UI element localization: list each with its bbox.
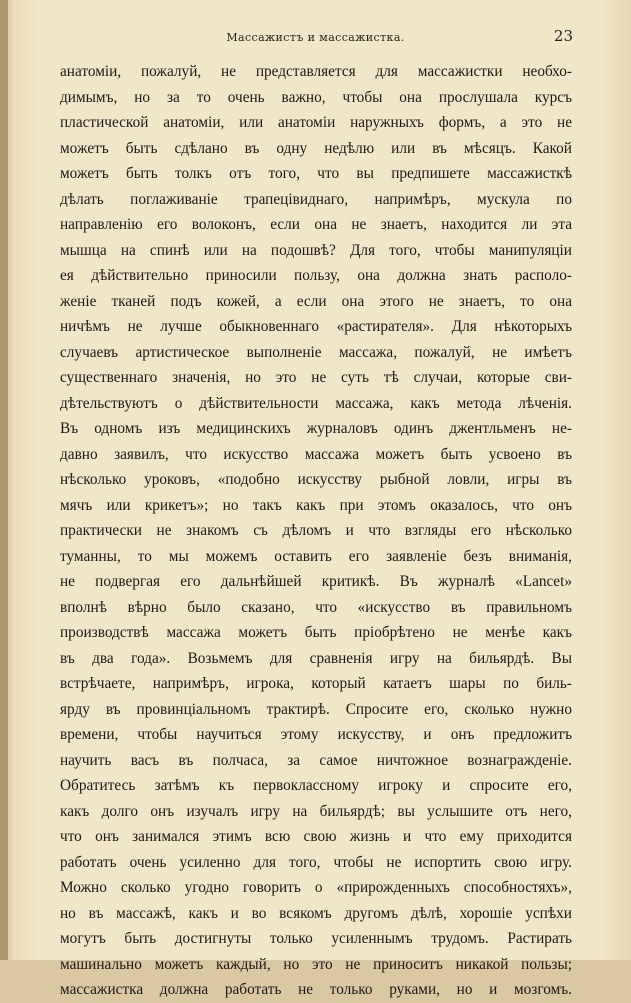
text-line: давно заявилъ, что искусство массажа можетъ быть усвоено въ (60, 445, 572, 463)
body-text (60, 59, 572, 1003)
page-binding-edge (0, 0, 8, 960)
text-line: димымъ, но за то очень важно, чтобы она прослушала курсъ (60, 88, 572, 106)
text-line: машинально можетъ каждый, но это не приноситъ никакой пользы; (60, 955, 572, 973)
text-line: времени, чтобы научиться этому искусству, и онъ предложитъ (60, 726, 572, 743)
text-line: случаевъ артистическое выполненіе массажа, пожалуй, не имѣетъ (60, 343, 572, 361)
text-line: встрѣчаете, напримѣръ, игрока, который катаетъ шары по биль- (60, 675, 572, 692)
text-line: ея дѣйствительно приносили пользу, она должна знать располо- (60, 267, 572, 284)
text-line: не подвергая его дальнѣйшей критикѣ. Въ журналѣ «Lancet» (60, 573, 572, 590)
text-line: анатоміи, пожалуй, не представляется для массажистки необхо- (60, 63, 572, 80)
text-line: нѣсколько уроковъ, «подобно искусству рыбной ловли, игры въ (60, 471, 572, 488)
text-line: Въ одномъ изъ медицинскихъ журналовъ одинъ джентльменъ не- (60, 420, 572, 437)
text-line: пластической анатоміи, или анатоміи наружныхъ формъ, а это не (60, 114, 572, 131)
text-line: направленію его волоконъ, если она не знаетъ, находится ли эта (60, 216, 572, 233)
text-line: мышца на спинѣ или на подошвѣ? Для того, чтобы манипуляціи (60, 241, 572, 259)
text-line: Можно сколько угодно говорить о «прирожденныхъ способностяхъ», (60, 879, 572, 896)
text-line: въ два года». Возьмемъ для сравненія игру на бильярдѣ. Вы (60, 649, 572, 667)
text-line: что онъ занимался этимъ всю свою жизнь и что ему приходится (60, 828, 572, 845)
page-header (58, 27, 573, 47)
text-line: дѣтельствуютъ о дѣйствительности массажа, какъ метода лѣченія. (60, 394, 572, 412)
text-line: дѣлать поглаживаніе трапецівиднаго, напримѣръ, мускула по (60, 190, 572, 208)
text-line: могутъ быть достигнуты только усиленнымъ трудомъ. Растирать (60, 930, 572, 947)
text-line: научить васъ въ полчаса, за самое ничтожное вознагражденіе. (60, 751, 572, 769)
text-line: ярду въ провинціальномъ трактирѣ. Спросите его, сколько нужно (60, 700, 572, 718)
text-line: массажистка должна работать не только руками, но и мозгомъ. (60, 981, 572, 998)
page-number: 23 (553, 27, 573, 45)
text-line: ничѣмъ не лучше обыкновеннаго «растирателя». Для нѣкоторыхъ (60, 318, 572, 335)
text-line: можетъ быть толкъ отъ того, что вы предпишете массажисткѣ (60, 165, 572, 182)
text-line: работать очень усиленно для того, чтобы не испортить свою игру. (60, 853, 572, 871)
text-line: практически не знакомъ съ дѣломъ и что взгляды его нѣсколько (60, 522, 572, 539)
text-line: Обратитесь затѣмъ къ первоклассному игроку и спросите его, (60, 777, 572, 794)
text-line: можетъ быть сдѣлано въ одну недѣлю или въ мѣсяцъ. Какой (60, 139, 572, 157)
text-line: вполнѣ вѣрно было сказано, что «искусство въ правильномъ (60, 598, 572, 616)
text-line: производствѣ массажа можетъ быть пріобрѣтено не менѣе какъ (60, 624, 572, 641)
text-line: туманны, то мы можемъ оставить его заявленіе безъ вниманія, (60, 547, 572, 565)
text-line: существеннаго значенія, но это не суть тѣ случаи, которые сви- (60, 369, 572, 386)
text-line: мячъ или крикетъ»; но такъ какъ при этомъ оказалось, что онъ (60, 496, 572, 514)
text-line: но въ массажѣ, какъ и во всякомъ другомъ дѣлѣ, хорошіе успѣхи (60, 904, 572, 922)
running-head: Массажистъ и массажистка. (226, 31, 405, 44)
text-line: какъ долго онъ изучалъ игру на бильярдѣ; вы услышите отъ него, (60, 802, 572, 820)
text-line: женіе тканей подъ кожей, а если она этого не знаетъ, то она (60, 292, 572, 310)
